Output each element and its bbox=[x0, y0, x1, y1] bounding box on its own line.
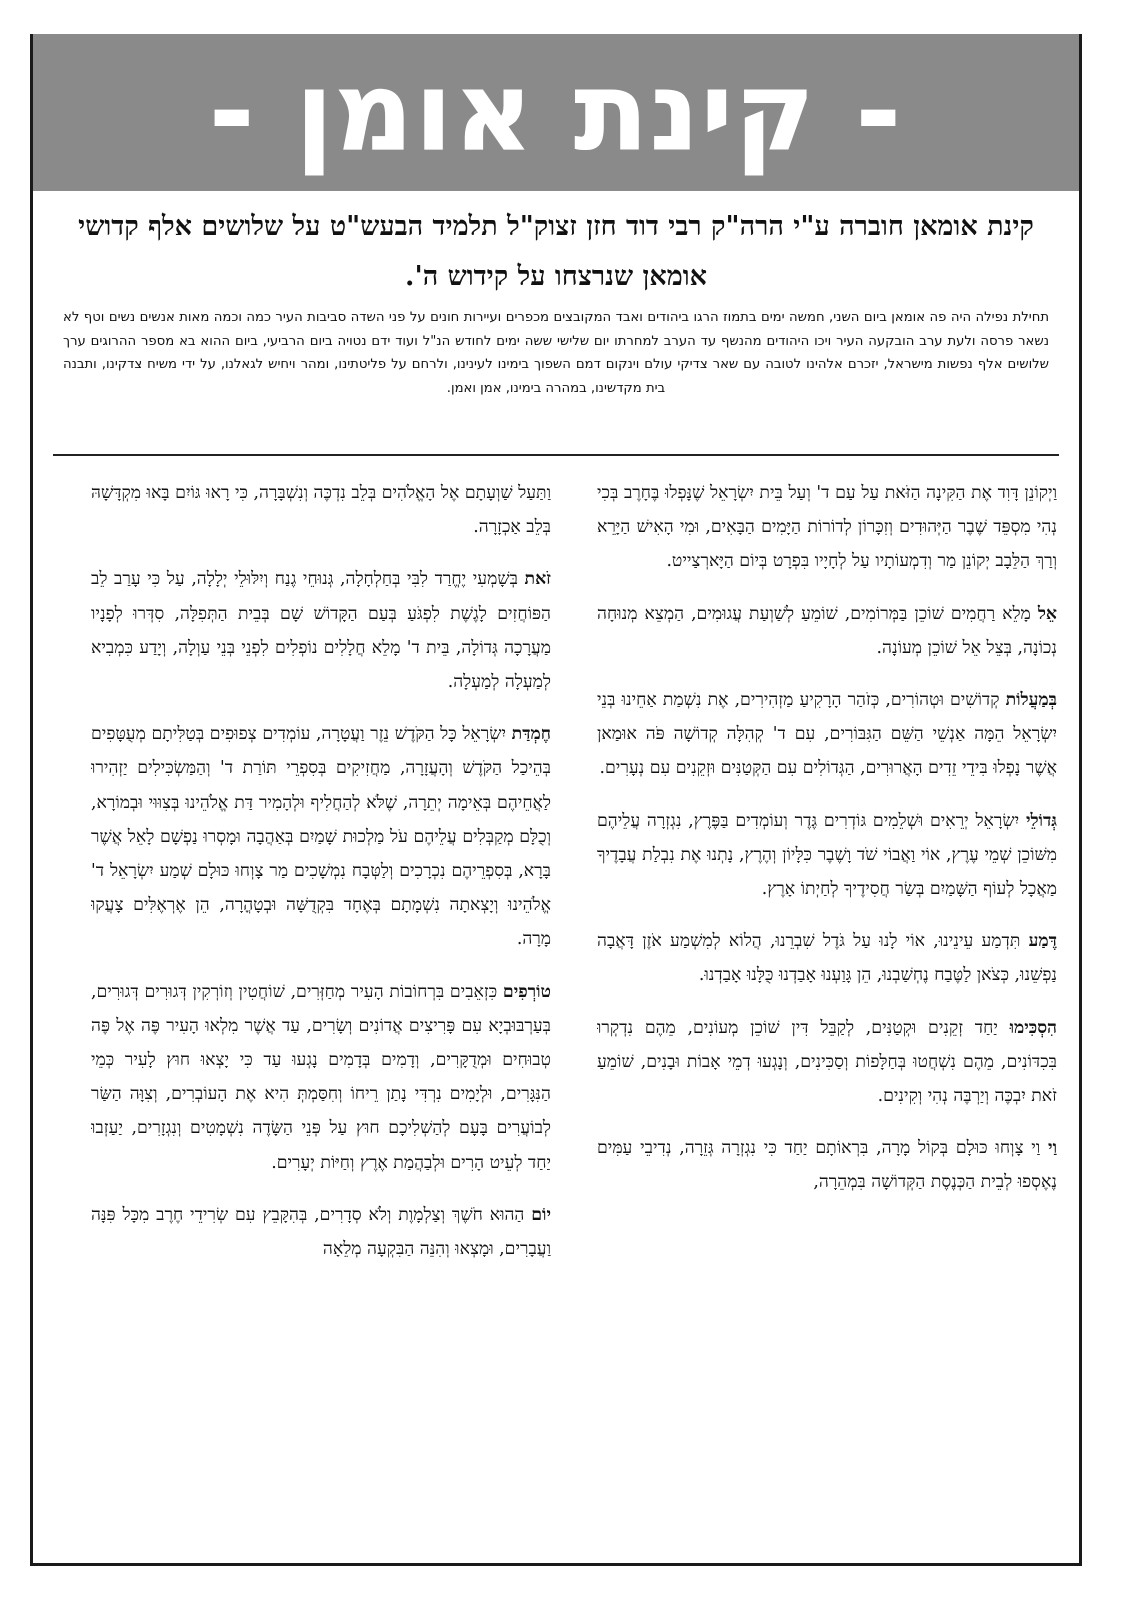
stanza-text: כִּזְאֵבִים בִּרְחוֹבוֹת הָעִיר מְחַזְּרִים, שׁוֹחֲטִין וְזוֹרְקִין דְּגוּרִים דְּגוּרִים, בְּעַרְבּוּבְיָא עִם פָּרִיצִים אֲדוֹנִים וְשָׂרִים, עַד אֲשֶׁר מִלְאוּ הָעִיר פֶּה אֶל פֶּה טְבוּחִים וּמְדֻקָּרִים, וְדָמִים בְּדָמִים נָגְעוּ עַד כִּי יָצְאוּ חוּץ לָעִיר כְּמֵי הַנִּגָּרִים, וּלְיָמִים נִרְדִּי נָתַן רֵיחוֹ וְחִסַּמְתְּ הִיא אֶת הָעוֹבְרִים, וְצִוָּה הַשַּׂר לְבוֹעֲרִים בָּעָם לְהַשְׁלִיכָם חוּץ עַל פְּנֵי הַשָּׂדֶה נִשְׁמָטִים וְנִגְזָרִים, יַעַזְבוּ יַחַד לְעֵיט הָרִים וּלְבַהֲמַת אֶרֶץ וְחַיּוֹת יְעָרִים. bbox=[91, 981, 551, 1173]
right-column bbox=[597, 476, 1057, 1561]
stanza-text: יִשְׂרָאֵל יְרֵאִים וּשְׁלֵמִים גּוֹדְרִים גֶּדֶר וְעוֹמְדִים בַּפֶּרֶץ, נִגְזְרָה עֲלֵיהֶם מִשּׁוֹכֵן שְׁמֵי עֶרֶץ, אוֹי וַאֲבוֹי שֹׁד וָשֶׁבֶר כִּלָּיוֹן וְהֶרֶץ, נָתְנוּ אֶת נִבְלַת עֲבָדֶיךָ מַאֲכָל לְעוֹף הַשָּׁמַיִם בְּשַׂר חֲסִידֶיךָ לְחַיְתוֹ אָרֶץ. bbox=[597, 810, 1057, 900]
stanza-lead-word: דֶּמַע bbox=[1028, 931, 1057, 952]
stanza bbox=[91, 476, 551, 544]
stanza-lead-word: חֶמְדַּת bbox=[511, 724, 551, 745]
stanza-text: הַהוּא חֹשֶׁךְ וְצַלְמָוֶת וְלֹא סְדָרִים, בְּהִקָּבֵץ עִם שְׂרִידֵי חֶרֶב מִכָּל פִּנָּה וַעֲבָרִים, וּמָצְאוּ וְהִנֵּה הַבִּקְעָה מְלֵאָה bbox=[91, 1204, 551, 1260]
stanza-text: וַי צָוְחוּ כּוּלָם בְּקוֹל מָרָה, בִּרְאוֹתָם יַחַד כִּי נִגְזְרָה גְּזֵרָה, נְדִיבֵי עַמִּים נֶאֶסְפוּ לְבֵית הַכְּנֶסֶת הַקְּדוֹשָׁה בִּמְהֵרָה, bbox=[597, 1138, 1057, 1193]
stanza bbox=[91, 717, 551, 956]
stanza-lead-word: יוֹם bbox=[531, 1204, 551, 1225]
kinah-page bbox=[30, 34, 1082, 1566]
stanza bbox=[597, 683, 1057, 786]
stanza-lead-word: גְּדוֹלֵי bbox=[1025, 810, 1057, 831]
stanza-text: בְּשָׁמְעִי יֶחֱרַד לִבִּי בְּחַלְחָלָה, גְּנוּחֵי גֶנַח וְיִלּוּלֵי יְלָלָה, עַל כִּי עָרַב לֵב הַפּוֹחֲזִים לָגֶשֶׁת לִפְגֹּעַ בְּעַם הַקָּדוֹשׁ שָׁם בְּבֵית הַתְּפִלָּה, סִדְּרוּ לְפָנָיו מַעֲרָכָה גְּדוֹלָה, בֵּית ד' מָלֵא חֲלָלִים נוֹפְלִים לִפְנֵי בְּנֵי עַוְלָה, וְיָדַע כִּמְבִיא לְמַעְלָה לְמַעְלָה. bbox=[91, 569, 551, 693]
stanza-text: קְדוֹשִׁים וּטְהוֹרִים, כְּזֹהַר הָרָקִיעַ מַזְהִירִים, אֶת נִשְׁמַת אַחֵינוּ בְּנֵי יִשְׂרָאֵל הֵמָּה אַנְשֵׁי הַשֵּׁם הַגִּבּוֹרִים, עִם ד' קְהִלָּה קְדוֹשָׁה פֹּה אוּמַאן אֲשֶׁר נָפְלוּ בִּידֵי זֵדִים הָאֲרוּרִים, הַגְּדוֹלִים עִם הַקְּטַנִּים וּזְקֵנִים עִם נְעָרִים. bbox=[597, 690, 1057, 779]
stanza-lead-word: אֵל bbox=[1037, 603, 1057, 624]
stanza-lead-word: זֹאת bbox=[524, 569, 551, 590]
stanza-lead-word: וַי bbox=[1048, 1138, 1057, 1159]
stanza-text: וַתַּעַל שַׁוְעָתָם אֶל הָאֱלֹהִים בְּלֵב נִדְכֶּה וְנִשְׁבָּרָה, כִּי רָאוּ גּוֹיִם בָּאוּ מִקְדָּשָׁהּ בְּלֵב אַכְזָרָה. bbox=[91, 483, 551, 538]
stanza-text: יַחַד זְקֵנִים וּקְטַנִּים, לְקַבֵּל דִּין שׁוֹכֵן מְעוֹנִים, מֵהֶם נִדְקְרוּ בִּכִדּוֹנִים, מֵהֶם נִשְׁחֲטוּ בְּחַלָּפוֹת וְסַכִּינִים, וְנָגְעוּ דְמֵי אָבוֹת וּבָנִים, שׁוֹמֵעַ זֹאת יִבְכֶּה וְיַרְבֶּה נְהִי וְקִינִים. bbox=[597, 1017, 1057, 1107]
stanza bbox=[91, 1198, 551, 1266]
stanza bbox=[597, 804, 1057, 907]
divider-rule bbox=[53, 454, 1059, 456]
intro-paragraph: תחילת נפילה היה פה אומאן ביום השני, חמשה ימים בתמוז הרגו ביהודים ואבד המקובצים מכפרים ועיירות חונים על פני השדה סביבות העיר כמה וכמה מאות אנשים נשים וטף לא נשאר פרסה ולעת ערב הובקעה העיר ויכו היהודים מהנשף עד הערב למחרתו יום שלישי ששה ימים לחודש הנ"ל ועוד ידם נטויה ביום הרביעי, ביום ההוא בא מספר ההרוגים ערך שלושים אלף נפשות מישראל, יזכרם אלהינו לטובה עם שאר צדיקי עולם וינקום דמם השפוך בימינו לעינינו, ולרחם על פליטתינו, ומהר ויחיש לגאלנו, על ידי משיח צדקינו, ותבנה בית מקדשינו, במהרה בימינו, אמן ואמן. bbox=[63, 310, 1049, 396]
stanza-text: יִשְׂרָאֵל כָּל הַקֹּדֶשׁ נֵזֶר וַעֲטָרָה, עוֹמְדִים צְפוּפִים בְּטַלִּיתָם מְעֻטָּפִים בְּהֵיכַל הַקֹּדֶשׁ וְהָעֲזָרָה, מַחֲזִיקִים בְּסִפְרֵי תּוֹרַת ד' וְהַמַּשְׂכִּילִים יַזְהִירוּ לַאֲחֵיהֶם בְּאֵימָה יְתֵרָה, שֶׁלֹּא לְהַחֲלִיף וּלְהָמִיר דַּת אֱלֹהֵינוּ בְּצִוּוּי וּבְמוֹרָא, וְכֻלָּם מְקַבְּלִים עֲלֵיהֶם עֹל מַלְכוּת שָׁמַיִם בְּאַהֲבָה וּמָסְרוּ נַפְשָׁם לָאֵל אֲשֶׁר בָּרָא, בְּסִפְרֵיהֶם נִכְרָכִים וְלַטְּבָח נִמְשָׁכִים מַר צָוְחוּ כּוּלָם שְׁמַע יִשְׂרָאֵל ד' אֱלֹהֵינוּ וְיָצְאתָה נִשְׁמָתָם בְּאֶחָד בִּקְדֻשָּׁה וּבְטָהֳרָה, הֵן אֶרְאֶלִּים צָעֲקוּ מָרָה. bbox=[91, 724, 551, 950]
stanza-lead-word: הִסְכִּימוּ bbox=[1009, 1017, 1057, 1038]
stanza-text: תִּדְמַע עֵינֵינוּ, אוֹי לָנוּ עַל גֹּדֶל שִׁבְרֵנוּ, הֲלוֹא לְמִשְׁמַע אֹזֶן דָּאֲבָה נַפְשֵׁנוּ, כְּצֹאן לַטֶּבַח נֶחְשַׁבְנוּ, הֵן גָּוַעְנוּ אָבַדְנוּ כֻּלָּנוּ אָבַדְנוּ. bbox=[597, 931, 1057, 986]
left-column bbox=[91, 476, 551, 1561]
stanza bbox=[597, 476, 1057, 579]
subtitle: קינת אומאן חוברה ע"י הרה"ק רבי דוד חזן זצוק"ל תלמיד הבעש"ט על שלושים אלף קדושי אומאן שנרצחו על קידוש ה'. bbox=[78, 211, 1034, 292]
stanza bbox=[91, 562, 551, 699]
stanza-lead-word: טוֹרְפִים bbox=[502, 981, 551, 1002]
stanza bbox=[597, 1131, 1057, 1199]
page-title: - קינת אומן - bbox=[209, 49, 903, 175]
stanza bbox=[91, 975, 551, 1180]
stanza bbox=[597, 597, 1057, 665]
stanza-lead-word: בְּמַעֲלוֹת bbox=[1005, 690, 1057, 711]
title-banner bbox=[30, 34, 1082, 191]
stanza-text: מָלֵא רַחֲמִים שׁוֹכֵן בַּמְּרוֹמִים, שׁוֹמֵעַ לְשַׁוְעַת עֲגוּמִים, הַמְצֵא מְנוּחָה נְכוֹנָה, בְּצֵל אֵל שׁוֹכֵן מְעוֹנָה. bbox=[597, 603, 1057, 658]
stanza-text: וַיְקוֹנֵן דָּוִד אֶת הַקִּינָה הַזֹּאת עַל עַם ד' וְעַל בֵּית יִשְׂרָאֵל שֶׁנָּפְלוּ בֶּחָרֶב בְּכִי נְהִי מִסְפֵּד שֶׁבֶר הַיְּהוּדִים וְזִכָּרוֹן לְדוֹרוֹת הַיָּמִים הַבָּאִים, וּמִי הָאִישׁ הַיָּרֵא וְרַךְ הַלֵּבָב יְקוֹנֵן מַר וְדִמְעוֹתָיו עַל לְחָיָיו בִּפְרָט בְּיוֹם הַיָּארְצַייט. bbox=[597, 483, 1057, 572]
stanza bbox=[597, 924, 1057, 992]
stanza bbox=[597, 1011, 1057, 1114]
